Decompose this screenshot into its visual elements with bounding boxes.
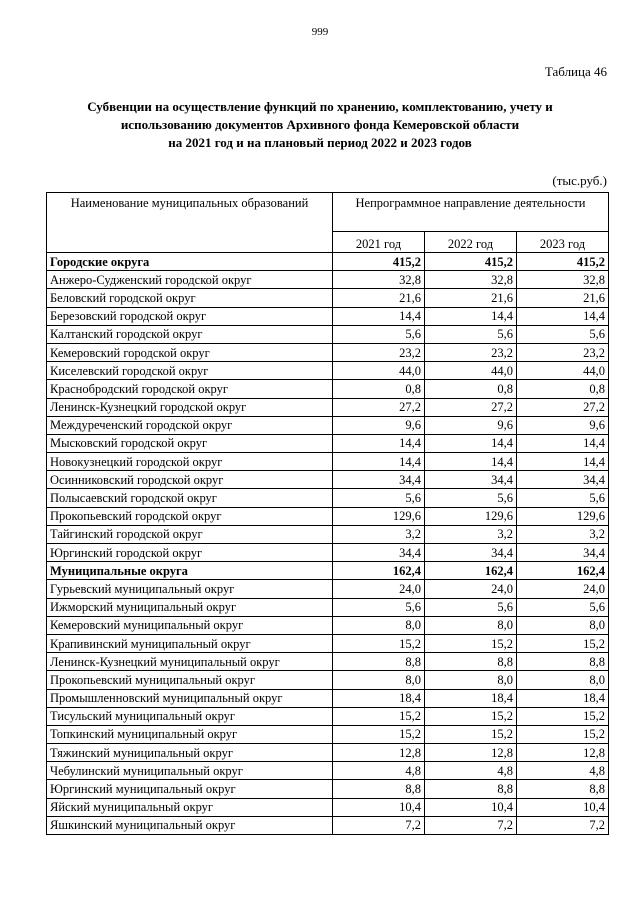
- table-row: [47, 471, 609, 489]
- value-cell: 3,2: [333, 525, 425, 543]
- row-name-cell: Новокузнецкий городской округ: [47, 453, 333, 471]
- value-cell: 34,4: [333, 471, 425, 489]
- value-cell: 5,6: [333, 489, 425, 507]
- row-name-cell: Прокопьевский городской округ: [47, 507, 333, 525]
- value-cell: 10,4: [333, 798, 425, 816]
- value-cell: 27,2: [425, 398, 517, 416]
- table-row: [47, 271, 609, 289]
- table-row: [47, 289, 609, 307]
- value-cell: 5,6: [517, 325, 609, 343]
- value-cell: 5,6: [333, 325, 425, 343]
- value-cell: 5,6: [517, 598, 609, 616]
- table-row: [47, 380, 609, 398]
- table-group-row: [47, 253, 609, 271]
- value-cell: 44,0: [425, 362, 517, 380]
- value-cell: 15,2: [517, 634, 609, 652]
- value-cell: 129,6: [425, 507, 517, 525]
- row-name-cell: Березовский городской округ: [47, 307, 333, 325]
- value-cell: 5,6: [333, 598, 425, 616]
- value-cell: 7,2: [517, 816, 609, 834]
- value-cell: 21,6: [425, 289, 517, 307]
- value-cell: 15,2: [517, 707, 609, 725]
- value-cell: 9,6: [517, 416, 609, 434]
- table-row: [47, 616, 609, 634]
- value-cell: 12,8: [425, 744, 517, 762]
- row-name-cell: Анжеро-Судженский городской округ: [47, 271, 333, 289]
- value-cell: 5,6: [425, 489, 517, 507]
- value-cell: 14,4: [425, 307, 517, 325]
- value-cell: 34,4: [517, 471, 609, 489]
- subsidy-table: [46, 192, 609, 835]
- value-cell: 8,0: [333, 616, 425, 634]
- value-cell: 5,6: [425, 325, 517, 343]
- table-group-row: [47, 562, 609, 580]
- table-header: [47, 193, 609, 253]
- row-name-cell: Чебулинский муниципальный округ: [47, 762, 333, 780]
- value-cell: 34,4: [425, 471, 517, 489]
- value-cell: 15,2: [333, 725, 425, 743]
- document-title: [40, 98, 600, 152]
- value-cell: 10,4: [425, 798, 517, 816]
- value-cell: 14,4: [425, 453, 517, 471]
- row-name-cell: Ленинск-Кузнецкий городской округ: [47, 398, 333, 416]
- table-row: [47, 489, 609, 507]
- value-cell: 27,2: [333, 398, 425, 416]
- value-cell: 129,6: [333, 507, 425, 525]
- table-row: [47, 798, 609, 816]
- row-name-cell: Топкинский муниципальный округ: [47, 725, 333, 743]
- value-cell: 24,0: [425, 580, 517, 598]
- value-cell: 4,8: [517, 762, 609, 780]
- value-cell: 44,0: [517, 362, 609, 380]
- value-cell: 0,8: [517, 380, 609, 398]
- value-cell: 12,8: [333, 744, 425, 762]
- row-name-cell: Юргинский городской округ: [47, 544, 333, 562]
- row-name-cell: Крапивинский муниципальный округ: [47, 634, 333, 652]
- table-row: [47, 453, 609, 471]
- row-name-cell: Ленинск-Кузнецкий муниципальный округ: [47, 653, 333, 671]
- table-row: [47, 816, 609, 834]
- value-cell: 34,4: [333, 544, 425, 562]
- value-cell: 8,0: [425, 616, 517, 634]
- value-cell: 15,2: [425, 634, 517, 652]
- value-cell: 23,2: [517, 343, 609, 361]
- value-cell: 129,6: [517, 507, 609, 525]
- value-cell: 21,6: [517, 289, 609, 307]
- value-cell: 32,8: [425, 271, 517, 289]
- value-cell: 4,8: [425, 762, 517, 780]
- value-cell: 27,2: [517, 398, 609, 416]
- value-cell: 3,2: [425, 525, 517, 543]
- table-row: [47, 653, 609, 671]
- table-row: [47, 362, 609, 380]
- table-label: Таблица 46: [544, 64, 607, 79]
- value-cell: 44,0: [333, 362, 425, 380]
- row-name-cell: Междуреченский городской округ: [47, 416, 333, 434]
- value-cell: 34,4: [517, 544, 609, 562]
- table-row: [47, 634, 609, 652]
- value-cell: 24,0: [333, 580, 425, 598]
- value-cell: 415,2: [333, 253, 425, 271]
- value-cell: 15,2: [333, 707, 425, 725]
- value-cell: 8,8: [517, 780, 609, 798]
- value-cell: 14,4: [517, 307, 609, 325]
- value-cell: 21,6: [333, 289, 425, 307]
- value-cell: 0,8: [333, 380, 425, 398]
- units-label: (тыс.руб.): [552, 173, 607, 188]
- table-row: [47, 598, 609, 616]
- row-name-cell: Тяжинский муниципальный округ: [47, 744, 333, 762]
- title-line: Субвенции на осуществление функций по хранению, комплектованию, учету и: [87, 99, 553, 114]
- value-cell: 162,4: [333, 562, 425, 580]
- value-cell: 8,8: [333, 653, 425, 671]
- row-name-cell: Яйский муниципальный округ: [47, 798, 333, 816]
- table-row: [47, 671, 609, 689]
- row-name-cell: Прокопьевский муниципальный округ: [47, 671, 333, 689]
- value-cell: 18,4: [425, 689, 517, 707]
- table-row: [47, 780, 609, 798]
- row-name-cell: Юргинский муниципальный округ: [47, 780, 333, 798]
- value-cell: 162,4: [425, 562, 517, 580]
- row-name-cell: Кемеровский муниципальный округ: [47, 616, 333, 634]
- row-name-cell: Промышленновский муниципальный округ: [47, 689, 333, 707]
- value-cell: 7,2: [425, 816, 517, 834]
- value-cell: 5,6: [425, 598, 517, 616]
- value-cell: 15,2: [333, 634, 425, 652]
- row-name-cell: Полысаевский городской округ: [47, 489, 333, 507]
- page-number: 999: [311, 26, 329, 38]
- table-row: [47, 343, 609, 361]
- row-name-cell: Гурьевский муниципальный округ: [47, 580, 333, 598]
- title-line: использованию документов Архивного фонда Кемеровской области: [120, 117, 520, 132]
- value-cell: 14,4: [333, 453, 425, 471]
- column-header-year: 2021 год: [333, 232, 425, 253]
- value-cell: 415,2: [517, 253, 609, 271]
- table-row: [47, 507, 609, 525]
- row-name-cell: Тисульский муниципальный округ: [47, 707, 333, 725]
- value-cell: 14,4: [333, 434, 425, 452]
- table-row: [47, 325, 609, 343]
- table-row: [47, 707, 609, 725]
- table-row: [47, 580, 609, 598]
- value-cell: 8,0: [425, 671, 517, 689]
- table-row: [47, 398, 609, 416]
- column-header-name: Наименование муниципальных образований: [47, 193, 333, 253]
- value-cell: 0,8: [425, 380, 517, 398]
- value-cell: 10,4: [517, 798, 609, 816]
- table-row: [47, 544, 609, 562]
- row-name-cell: Калтанский городской округ: [47, 325, 333, 343]
- value-cell: 415,2: [425, 253, 517, 271]
- value-cell: 23,2: [333, 343, 425, 361]
- value-cell: 18,4: [333, 689, 425, 707]
- row-name-cell: Краснобродский городской округ: [47, 380, 333, 398]
- value-cell: 162,4: [517, 562, 609, 580]
- title-line: на 2021 год и на плановый период 2022 и 2023 годов: [168, 135, 472, 150]
- value-cell: 14,4: [517, 434, 609, 452]
- value-cell: 3,2: [517, 525, 609, 543]
- value-cell: 14,4: [517, 453, 609, 471]
- value-cell: 8,8: [425, 780, 517, 798]
- value-cell: 8,0: [333, 671, 425, 689]
- value-cell: 8,8: [425, 653, 517, 671]
- value-cell: 9,6: [425, 416, 517, 434]
- value-cell: 15,2: [517, 725, 609, 743]
- table-row: [47, 525, 609, 543]
- value-cell: 23,2: [425, 343, 517, 361]
- row-name-cell: Тайгинский городской округ: [47, 525, 333, 543]
- table-row: [47, 434, 609, 452]
- table-row: [47, 416, 609, 434]
- value-cell: 14,4: [425, 434, 517, 452]
- table-body: [47, 253, 609, 835]
- value-cell: 18,4: [517, 689, 609, 707]
- value-cell: 24,0: [517, 580, 609, 598]
- value-cell: 34,4: [425, 544, 517, 562]
- column-header-year: 2023 год: [517, 232, 609, 253]
- value-cell: 8,0: [517, 671, 609, 689]
- value-cell: 8,8: [517, 653, 609, 671]
- value-cell: 8,0: [517, 616, 609, 634]
- row-name-cell: Ижморский муниципальный округ: [47, 598, 333, 616]
- value-cell: 8,8: [333, 780, 425, 798]
- row-name-cell: Городские округа: [47, 253, 333, 271]
- row-name-cell: Осинниковский городской округ: [47, 471, 333, 489]
- row-name-cell: Беловский городской округ: [47, 289, 333, 307]
- table-row: [47, 307, 609, 325]
- column-header-year: 2022 год: [425, 232, 517, 253]
- value-cell: 32,8: [517, 271, 609, 289]
- row-name-cell: Муниципальные округа: [47, 562, 333, 580]
- value-cell: 5,6: [517, 489, 609, 507]
- row-name-cell: Киселевский городской округ: [47, 362, 333, 380]
- value-cell: 32,8: [333, 271, 425, 289]
- table-row: [47, 689, 609, 707]
- value-cell: 4,8: [333, 762, 425, 780]
- value-cell: 15,2: [425, 707, 517, 725]
- table-row: [47, 762, 609, 780]
- value-cell: 14,4: [333, 307, 425, 325]
- value-cell: 12,8: [517, 744, 609, 762]
- value-cell: 15,2: [425, 725, 517, 743]
- value-cell: 7,2: [333, 816, 425, 834]
- column-header-group: Непрограммное направление деятельности: [333, 193, 609, 232]
- table-row: [47, 725, 609, 743]
- row-name-cell: Яшкинский муниципальный округ: [47, 816, 333, 834]
- value-cell: 9,6: [333, 416, 425, 434]
- row-name-cell: Кемеровский городской округ: [47, 343, 333, 361]
- table-row: [47, 744, 609, 762]
- row-name-cell: Мысковский городской округ: [47, 434, 333, 452]
